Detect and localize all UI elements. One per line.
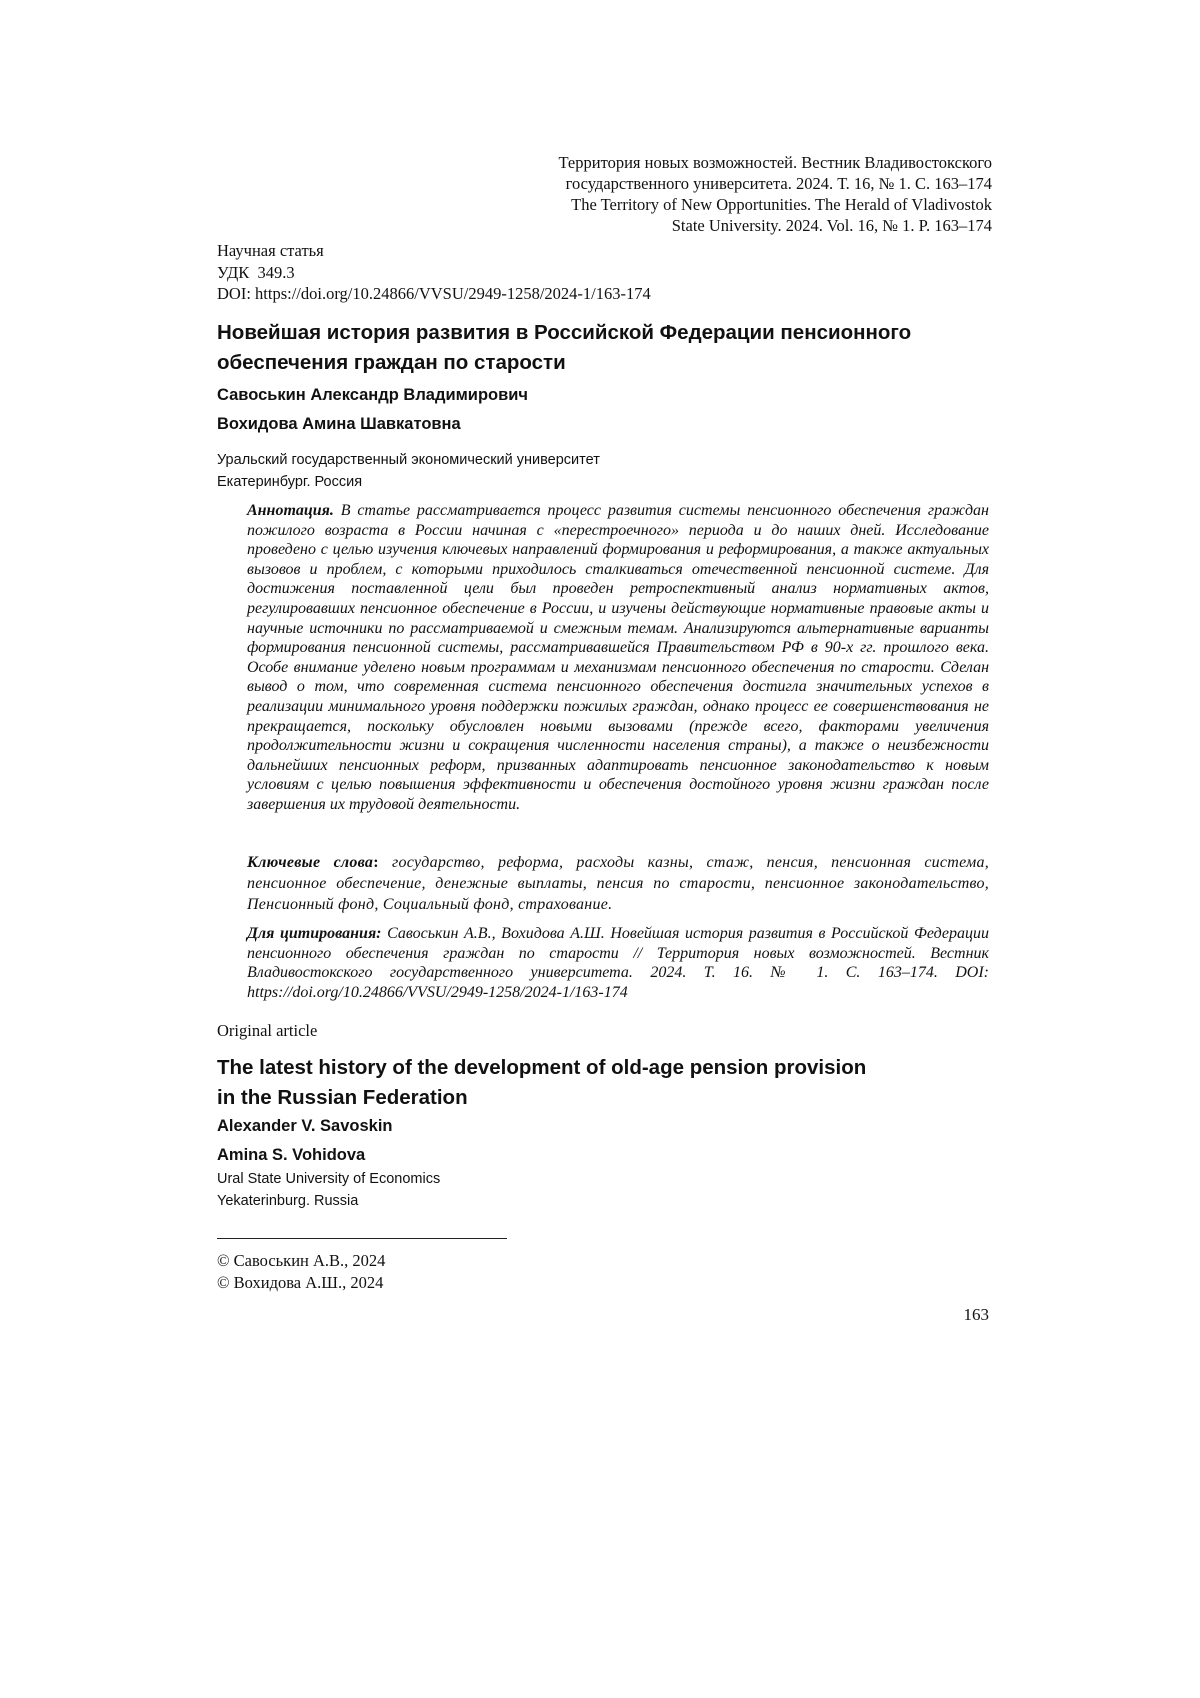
copyright-line: © Савоськин А.В., 2024 [217, 1251, 386, 1270]
affiliation-name: Ural State University of Economics [217, 1171, 441, 1187]
title-line: обеспечения граждан по старости [217, 351, 566, 374]
author-name-en: Alexander V. Savoskin [217, 1117, 393, 1135]
journal-header-line: State University. 2024. Vol. 16, № 1. P. 163–174 [671, 216, 992, 235]
copyright-notice [217, 1250, 385, 1293]
citation-label: Для цитирования: [247, 925, 382, 942]
udk-code: УДК 349.3 [217, 262, 295, 282]
keywords-label: Ключевые слова [247, 854, 374, 871]
journal-header [432, 152, 992, 236]
article-meta [217, 240, 651, 305]
abstract [247, 501, 989, 815]
journal-header-line: Территория новых возможностей. Вестник Владивостокского [558, 153, 992, 172]
copyright-line: © Вохидова А.Ш., 2024 [217, 1272, 384, 1292]
page-number: 163 [963, 1305, 989, 1324]
affiliation-en [217, 1168, 440, 1212]
journal-header-line: государственного университета. 2024. Т. 16, № 1. С. 163–174 [565, 174, 992, 193]
abstract-text: В статье рассматривается процесс развития системы пенсионного обеспечения граждан пожилого возраста в России начиная с «перестроечного» периода и до наших дней. Исследование проведено с целью изучения ключевых направлений формирования и реформирования, а также актуальных вызовов и проблем, с которыми приходилось сталкиваться отечественной пенсионной системе. Для достижения поставленной цели был проведен ретроспективный анализ нормативных актов, регулировавших пенсионное обеспечение в России, и изучены действующие нормативные правовые акты и научные источники по рассматриваемой и смежным темам. Анализируются альтернативные варианты формирования пенсионной системы, рассматривавшейся Правительством РФ в 90-х гг. прошлого века. Особе внимание уделено новым программам и механизмам пенсионного обеспечения по старости. Сделан вывод о том, что современная система пенсионного обеспечения достигла значительных успехов в реализации минимального уровня поддержки пожилых граждан, однако процесс ее совершенствования не прекращается, поскольку обусловлен новыми вызовами (прежде всего, факторами увеличения продолжительности жизни и сокращения численности населения страны), а также о неизбежности дальнейших пенсионных реформ, призванных адаптировать пенсионное законодательство к новым условиям с целью повышения эффективности и обеспечения достойного уровня жизни граждан после завершения их трудовой деятельности. [247, 502, 989, 813]
footnote-divider [217, 1238, 507, 1239]
citation-text: Савоськин А.В., Вохидова А.Ш. Новейшая история развития в Российской Федерации пенсионного обеспечения граждан по старости // Территория новых возможностей. Вестник Владивостокского государственного университета. 2024. Т. 16. № 1. С. 163–174. DOI: https://doi.org/10.24866/VVSU/2949-1258/2024-1/163-174 [247, 925, 989, 1001]
doi-link[interactable]: DOI: https://doi.org/10.24866/VVSU/2949-1258/2024-1/163-174 [217, 284, 651, 303]
affiliation-name: Уральский государственный экономический университет [217, 452, 600, 468]
article-title-ru [217, 318, 977, 378]
author-name-en: Amina S. Vohidova [217, 1146, 366, 1164]
title-line: in the Russian Federation [217, 1086, 468, 1109]
affiliation-ru [217, 449, 600, 493]
citation [247, 924, 989, 1002]
author-name-ru: Савоськин Александр Владимирович [217, 386, 528, 404]
article-type-en: Original article [217, 1021, 318, 1040]
journal-header-line: The Territory of New Opportunities. The Herald of Vladivostok [571, 195, 992, 214]
article-title-en [217, 1053, 917, 1113]
keywords-text: государство, реформа, расходы казны, стаж, пенсия, пенсионная система, пенсионное обеспечение, денежные выплаты, пенсия по старости, пенсионное законодательство, Пенсионный фонд, Социальный фонд, страхование. [247, 854, 990, 913]
affiliation-city: Екатеринбург. Россия [217, 474, 363, 490]
keywords [247, 852, 989, 915]
keywords-colon: : [373, 854, 379, 871]
title-line: Новейшая история развития в Российской Федерации пенсионного [217, 321, 912, 344]
abstract-label: Аннотация. [247, 502, 334, 519]
affiliation-city: Yekaterinburg. Russia [217, 1193, 359, 1209]
author-name-ru: Вохидова Амина Шавкатовна [217, 415, 461, 433]
article-type: Научная статья [217, 241, 324, 260]
title-line: The latest history of the development of old-age pension provision [217, 1056, 867, 1079]
